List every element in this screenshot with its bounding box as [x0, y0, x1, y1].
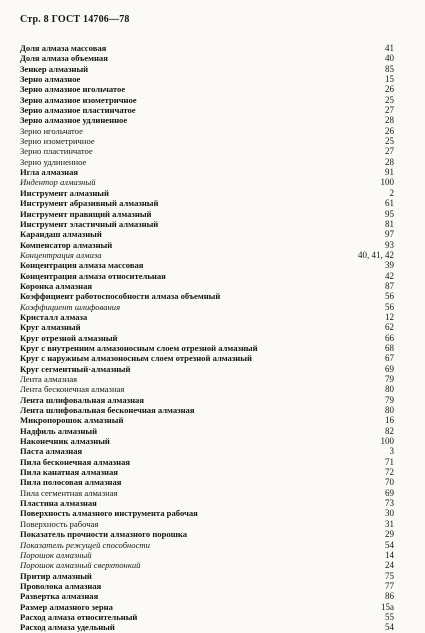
- index-page-number: 97: [385, 229, 394, 240]
- index-term: Круг отрезной алмазный: [20, 332, 118, 343]
- index-page-number: 72: [385, 467, 394, 478]
- index-term: Расход алмаза относительный: [20, 611, 138, 622]
- index-page-number: 67: [385, 353, 394, 364]
- index-page-number: 87: [385, 280, 394, 291]
- index-entry: [20, 467, 394, 477]
- index-entry: [20, 343, 394, 353]
- index-term: Надфиль алмазный: [20, 425, 98, 436]
- index-page-number: 85: [385, 63, 394, 74]
- index-page-number: 93: [385, 239, 394, 250]
- index-page-number: 24: [385, 560, 394, 571]
- index-entry: [20, 219, 394, 229]
- index-page-number: 42: [385, 270, 394, 281]
- index-entry: [20, 43, 394, 53]
- index-page-number: 29: [385, 529, 394, 540]
- index-page-number: 30: [385, 508, 394, 519]
- index-page-number: 12: [385, 311, 394, 322]
- index-page-number: 27: [385, 146, 394, 157]
- index-entry: [20, 64, 394, 74]
- index-page-number: 80: [385, 405, 394, 416]
- index-entry: [20, 291, 394, 301]
- index-entry: [20, 95, 394, 105]
- index-page-number: 79: [385, 394, 394, 405]
- index-page-number: 55: [385, 611, 394, 622]
- index-term: Наконечник алмазный: [20, 436, 110, 447]
- index-entry: [20, 612, 394, 622]
- index-term: Пластина алмазная: [20, 498, 97, 509]
- index-page-number: 56: [385, 291, 394, 302]
- index-page-number: 69: [385, 363, 394, 374]
- index-term: Коэффициент шлифования: [20, 301, 121, 312]
- index-page-number: 31: [385, 518, 394, 529]
- index-entry: [20, 488, 394, 498]
- alphabetical-index: [20, 43, 394, 633]
- index-term: Зерно удлиненное: [20, 156, 87, 167]
- index-page-number: 14: [385, 549, 394, 560]
- index-page-number: 3: [389, 446, 394, 457]
- index-page-number: 95: [385, 208, 394, 219]
- index-entry: [20, 198, 394, 208]
- index-term: Круг алмазный: [20, 322, 81, 333]
- index-term: Концентрация алмаза относительная: [20, 270, 166, 281]
- index-entry: [20, 177, 394, 187]
- index-entry: [20, 271, 394, 281]
- index-term: Концентрация алмаза: [20, 249, 102, 260]
- index-page-number: 40, 41, 42: [358, 249, 394, 260]
- index-page-number: 54: [385, 622, 394, 633]
- index-entry: [20, 167, 394, 177]
- index-page-number: 25: [385, 136, 394, 147]
- index-page-number: 25: [385, 94, 394, 105]
- index-entry: [20, 560, 394, 570]
- index-entry: [20, 260, 394, 270]
- index-page-number: 69: [385, 487, 394, 498]
- index-page-number: 27: [385, 105, 394, 116]
- index-term: Компенсатор алмазный: [20, 239, 113, 250]
- index-entry: [20, 415, 394, 425]
- index-term: Карандаш алмазный: [20, 229, 102, 240]
- page-header: Стр. 8 ГОСТ 14706—78: [20, 14, 130, 25]
- index-entry: [20, 84, 394, 94]
- index-entry: [20, 498, 394, 508]
- index-entry: [20, 457, 394, 467]
- index-term: Зерно алмазное пластинчатое: [20, 105, 136, 116]
- index-page-number: 2: [389, 187, 394, 198]
- index-term: Круг с внутренним алмазоносным слоем отрезной алмазный: [20, 342, 258, 353]
- index-term: Круг с наружным алмазоносным слоем отрезной алмазный: [20, 353, 252, 364]
- index-page-number: 26: [385, 84, 394, 95]
- index-page-number: 75: [385, 570, 394, 581]
- index-page-number: 66: [385, 332, 394, 343]
- index-term: Показатель режущей способности: [20, 539, 150, 550]
- index-page-number: 81: [385, 218, 394, 229]
- index-term: Размер алмазного зерна: [20, 601, 113, 612]
- index-entry: [20, 405, 394, 415]
- index-entry: [20, 477, 394, 487]
- index-term: Зерно пластинчатое: [20, 146, 93, 157]
- index-term: Микропорошок алмазный: [20, 415, 124, 426]
- index-entry: [20, 571, 394, 581]
- index-page-number: 62: [385, 322, 394, 333]
- index-page-number: 39: [385, 260, 394, 271]
- index-term: Зерно алмазное игольчатое: [20, 84, 126, 95]
- index-entry: [20, 188, 394, 198]
- index-entry: [20, 529, 394, 539]
- index-term: Паста алмазная: [20, 446, 83, 457]
- index-term: Зерно изометричное: [20, 136, 95, 147]
- index-page-number: 15: [385, 74, 394, 85]
- index-page-number: 41: [385, 43, 394, 53]
- index-term: Пила сегментная алмазная: [20, 487, 118, 498]
- index-entry: [20, 581, 394, 591]
- index-entry: [20, 53, 394, 63]
- index-term: Зерно алмазное: [20, 74, 81, 85]
- index-entry: [20, 281, 394, 291]
- index-term: Коэффициент работоспособности алмаза объемный: [20, 291, 221, 302]
- index-term: Пила полосовая алмазная: [20, 477, 122, 488]
- index-term: Пила канатная алмазная: [20, 467, 118, 478]
- index-term: Коронка алмазная: [20, 280, 93, 291]
- index-term: Порошок алмазный сверхтонкий: [20, 560, 141, 571]
- index-page-number: 70: [385, 477, 394, 488]
- index-entry: [20, 353, 394, 363]
- index-entry: [20, 136, 394, 146]
- index-entry: [20, 105, 394, 115]
- index-page-number: 80: [385, 384, 394, 395]
- index-entry: [20, 436, 394, 446]
- index-entry: [20, 209, 394, 219]
- index-page-number: 26: [385, 125, 394, 136]
- index-term: Показатель прочности алмазного порошка: [20, 529, 188, 540]
- index-term: Кристалл алмаза: [20, 311, 88, 322]
- index-term: Инструмент правящий алмазный: [20, 208, 152, 219]
- index-page-number: 40: [385, 53, 394, 64]
- index-entry: [20, 519, 394, 529]
- index-page-number: 54: [385, 539, 394, 550]
- index-term: Инструмент алмазный: [20, 187, 109, 198]
- index-page-number: 77: [385, 580, 394, 591]
- index-term: Концентрация алмаза массовая: [20, 260, 144, 271]
- index-term: Зерно алмазное удлиненное: [20, 115, 128, 126]
- index-term: Поверхность рабочая: [20, 518, 99, 529]
- index-term: Развертка алмазная: [20, 591, 99, 602]
- index-term: Притир алмазный: [20, 570, 92, 581]
- index-page-number: 28: [385, 115, 394, 126]
- index-page-number: 100: [380, 177, 394, 188]
- index-term: Лента шлифовальная алмазная: [20, 394, 145, 405]
- index-term: Лента алмазная: [20, 374, 78, 384]
- index-term: Круг сегментный·алмазный: [20, 363, 131, 374]
- index-entry: [20, 229, 394, 239]
- index-page-number: 100: [380, 436, 394, 447]
- index-page-number: 82: [385, 425, 394, 436]
- index-term: Пила бесконечная алмазная: [20, 456, 131, 467]
- index-page-number: 16: [385, 415, 394, 426]
- index-page-number: 28: [385, 156, 394, 167]
- index-term: Зерно алмазное изометричное: [20, 94, 137, 105]
- index-entry: [20, 550, 394, 560]
- index-term: Лента бесконечная алмазная: [20, 384, 125, 395]
- index-term: Зенкер алмазный: [20, 63, 89, 74]
- index-page-number: 61: [385, 198, 394, 209]
- index-term: Инструмент эластичный алмазный: [20, 218, 159, 229]
- index-entry: [20, 374, 394, 384]
- index-entry: [20, 591, 394, 601]
- index-term: Проволока алмазная: [20, 580, 102, 591]
- index-term: Лента шлифовальная бесконечная алмазная: [20, 405, 195, 416]
- index-entry: [20, 426, 394, 436]
- index-page-number: 86: [385, 591, 394, 602]
- index-term: Доля алмаза массовая: [20, 43, 107, 53]
- index-page-number: 56: [385, 301, 394, 312]
- index-entry: [20, 126, 394, 136]
- index-entry: [20, 395, 394, 405]
- index-entry: [20, 115, 394, 125]
- index-entry: [20, 74, 394, 84]
- index-page-number: 73: [385, 498, 394, 509]
- index-term: Доля алмаза объемная: [20, 53, 108, 64]
- index-page-number: 79: [385, 374, 394, 384]
- index-entry: [20, 250, 394, 260]
- index-entry: [20, 622, 394, 632]
- index-entry: [20, 364, 394, 374]
- index-term: Поверхность алмазного инструмента рабочая: [20, 508, 198, 519]
- index-entry: [20, 240, 394, 250]
- index-entry: [20, 146, 394, 156]
- index-entry: [20, 312, 394, 322]
- index-term: Игла алмазная: [20, 167, 79, 178]
- index-entry: [20, 446, 394, 456]
- index-entry: [20, 384, 394, 394]
- index-entry: [20, 302, 394, 312]
- index-term: Зерно игольчатое: [20, 125, 83, 136]
- index-term: Инструмент абразивный алмазный: [20, 198, 159, 209]
- index-entry: [20, 333, 394, 343]
- index-page-number: 68: [385, 342, 394, 353]
- index-page-number: 15а: [381, 601, 394, 612]
- index-entry: [20, 322, 394, 332]
- index-page-number: 71: [385, 456, 394, 467]
- index-entry: [20, 540, 394, 550]
- index-term: Индентор алмазный: [20, 177, 96, 188]
- index-page-number: 91: [385, 167, 394, 178]
- index-entry: [20, 157, 394, 167]
- index-entry: [20, 508, 394, 518]
- index-entry: [20, 602, 394, 612]
- index-term: Расход алмаза удельный: [20, 622, 115, 633]
- index-term: Порошок алмазный: [20, 549, 92, 560]
